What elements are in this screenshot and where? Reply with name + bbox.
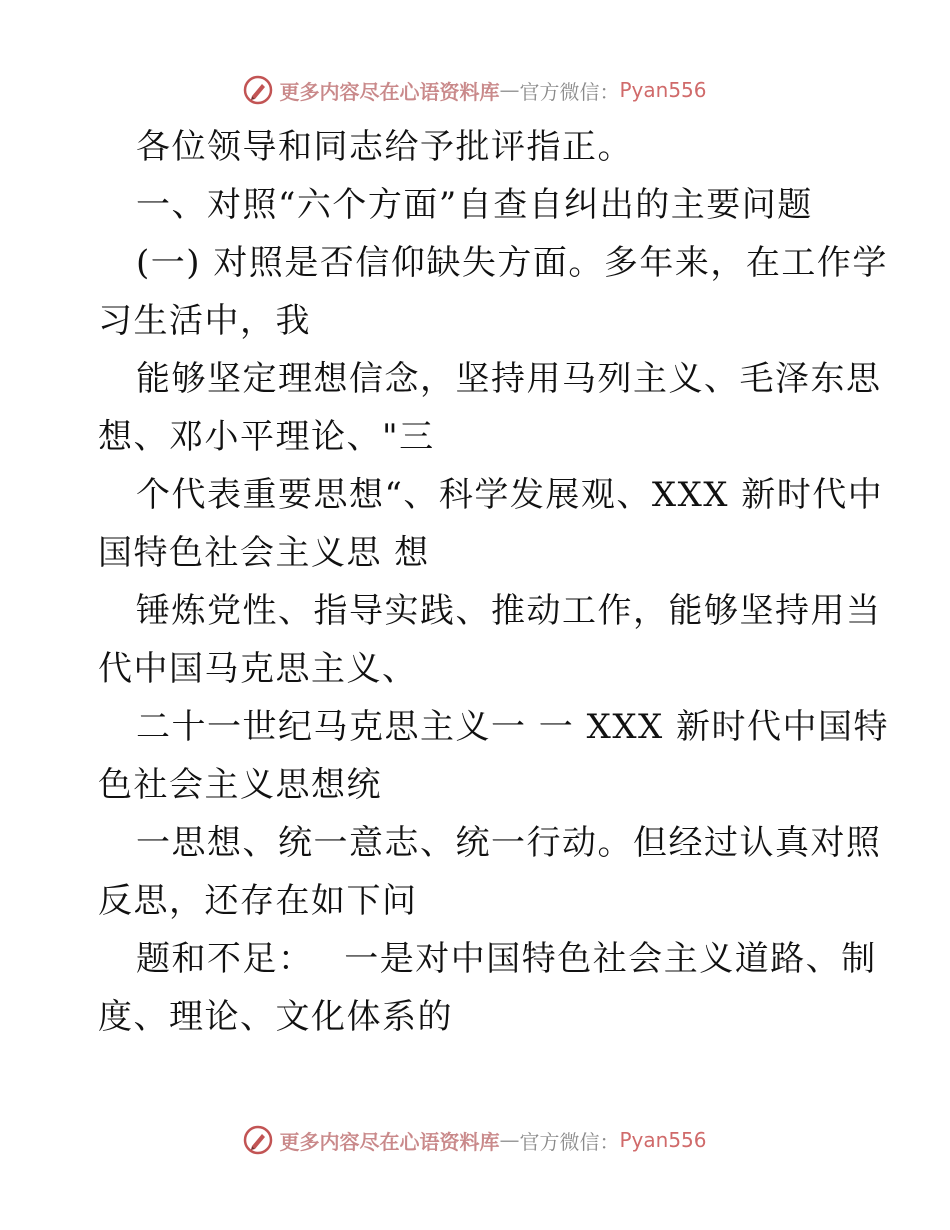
section-heading-1: 一、对照“六个方面”自查自纠出的主要问题 bbox=[136, 185, 813, 225]
text-line-1: 各位领导和同志给予批评指正。 bbox=[136, 127, 633, 167]
text-line-10: 代中国马克思主义、 bbox=[98, 649, 418, 689]
text-line-15: 题和不足： 一是对中国特色社会主义道路、制 bbox=[136, 939, 877, 979]
text-line-9: 锤炼党性、指导实践、推动工作，能够坚持用当 bbox=[136, 591, 882, 631]
text-line-6: 想、邓小平理论、"三 bbox=[98, 417, 435, 457]
text-line-8: 国特色社会主义思 想 bbox=[98, 533, 430, 573]
text-line-3: (一) 对照是否信仰缺失方面。多年来，在工作学 bbox=[136, 243, 888, 283]
header-watermark-banner bbox=[0, 70, 950, 110]
separator-dash: — bbox=[499, 1128, 520, 1152]
text-line-7: 个代表重要思想“、科学发展观、XXX 新时代中 bbox=[136, 475, 884, 515]
separator-dash: — bbox=[499, 78, 520, 102]
red-pen-seal-icon bbox=[243, 1125, 273, 1155]
wechat-label: 官方微信： bbox=[519, 1129, 620, 1154]
text-line-13: 一思想、统一意志、统一行动。但经过认真对照 bbox=[136, 823, 882, 863]
document-body bbox=[98, 118, 890, 1046]
promo-text: 更多内容尽在心语资料库 bbox=[279, 1129, 500, 1154]
wechat-label: 官方微信： bbox=[519, 79, 620, 104]
text-line-11: 二十一世纪马克思主义一 一 XXX 新时代中国特 bbox=[136, 707, 890, 747]
text-line-12: 色社会主义思想统 bbox=[98, 765, 382, 805]
text-line-5: 能够坚定理想信念，坚持用马列主义、毛泽东思 bbox=[136, 359, 882, 399]
text-line-16: 度、理论、文化体系的 bbox=[98, 997, 453, 1037]
wechat-handle: Pyan556 bbox=[619, 78, 707, 102]
footer-watermark-banner bbox=[0, 1120, 950, 1160]
wechat-handle: Pyan556 bbox=[619, 1128, 707, 1152]
text-line-4: 习生活中，我 bbox=[98, 301, 311, 341]
text-line-14: 反思，还存在如下问 bbox=[98, 881, 418, 921]
red-pen-seal-icon bbox=[243, 75, 273, 105]
promo-text: 更多内容尽在心语资料库 bbox=[279, 79, 500, 104]
